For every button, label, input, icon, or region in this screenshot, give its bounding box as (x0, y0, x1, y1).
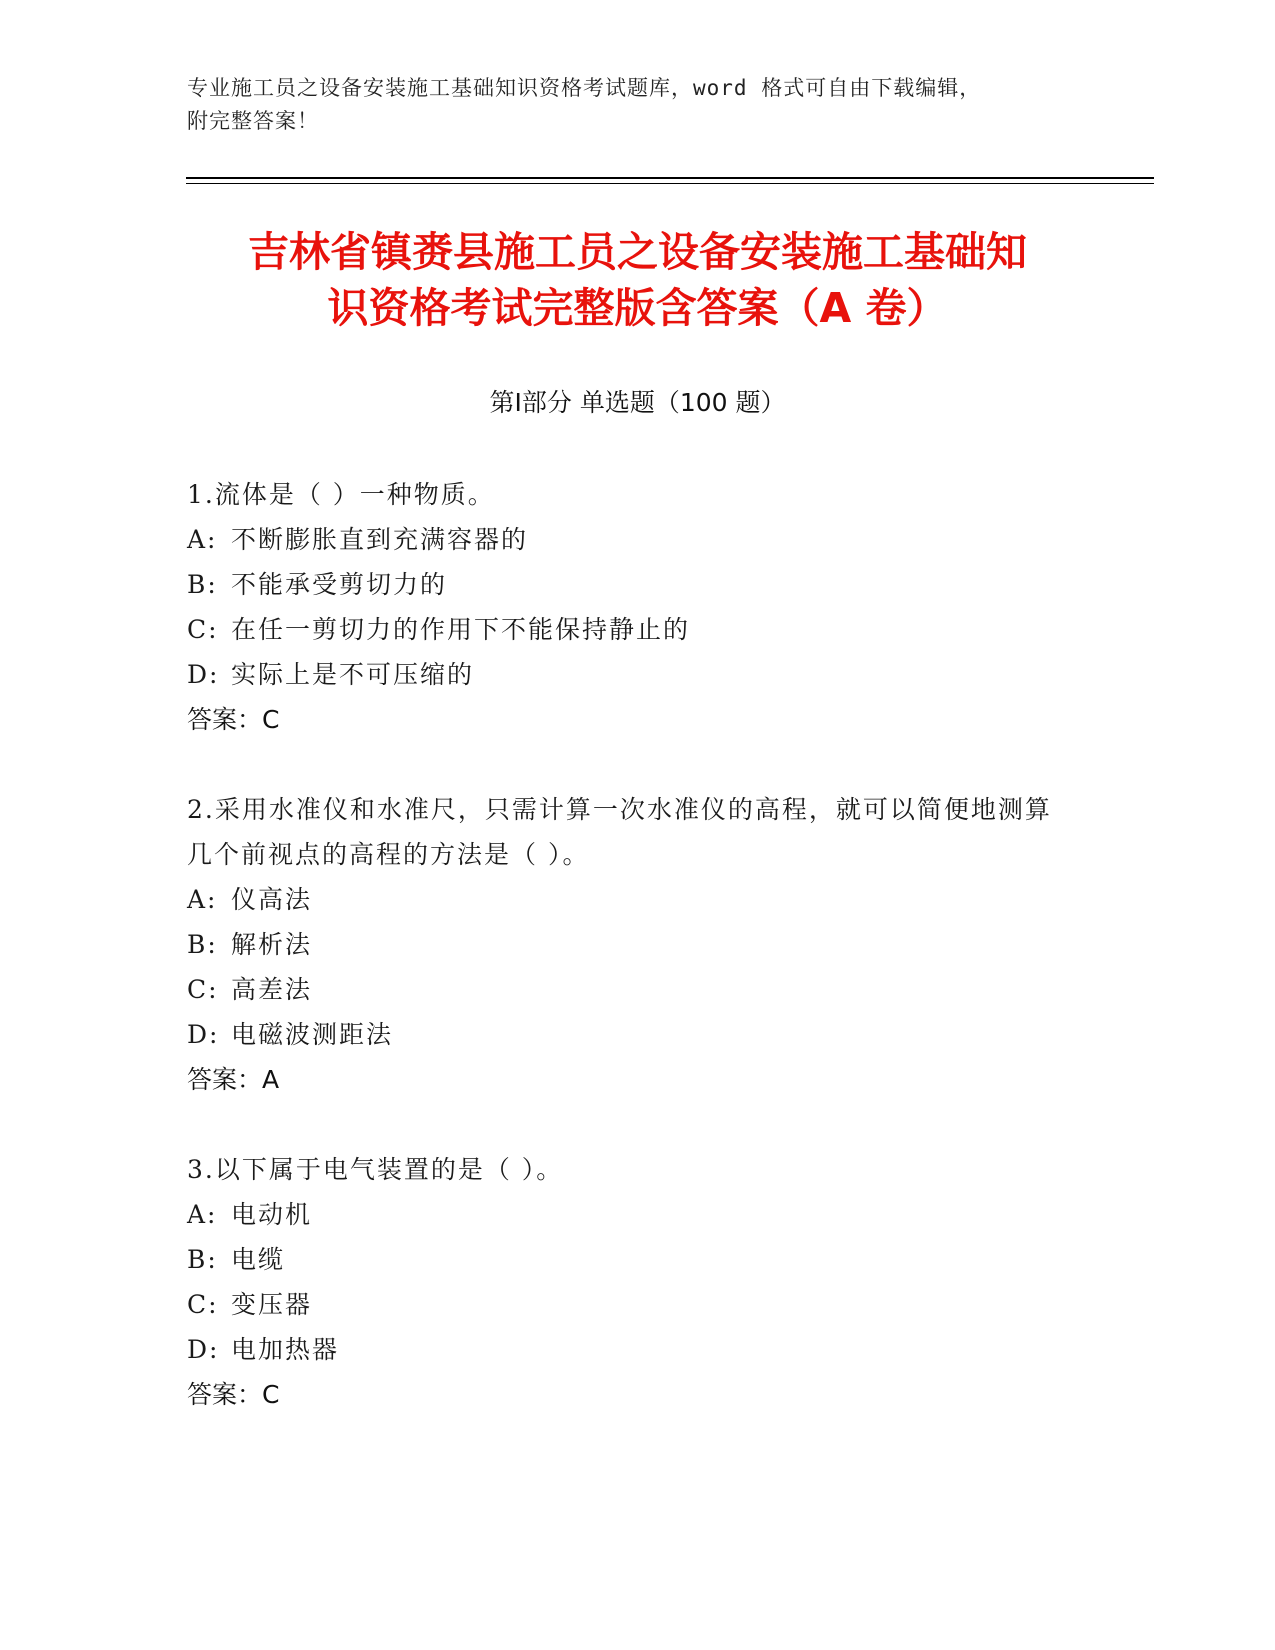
option-text: 电缆 (231, 1245, 286, 1274)
option-text: 电动机 (231, 1200, 313, 1229)
header-divider-bottom (186, 183, 1154, 184)
question-3 (187, 1147, 1087, 1417)
document-title (150, 224, 1125, 336)
answer: 答案：A (187, 1065, 280, 1094)
option-b (187, 1237, 1087, 1282)
option-letter: C: (187, 1290, 219, 1319)
question-2 (187, 787, 1087, 1102)
question-stem: 3.以下属于电气装置的是（ ）。 (187, 1155, 564, 1184)
option-a (187, 877, 1087, 922)
option-letter: C: (187, 615, 219, 644)
option-d (187, 1012, 1087, 1057)
header-note (187, 72, 1087, 138)
option-text: 仪高法 (231, 885, 313, 914)
option-letter: A: (187, 525, 218, 554)
option-letter: A: (187, 885, 218, 914)
option-letter: D: (187, 1020, 220, 1049)
option-text: 不断膨胀直到充满容器的 (231, 525, 529, 554)
option-b (187, 922, 1087, 967)
option-letter: B: (187, 930, 218, 959)
option-letter: D: (187, 660, 220, 689)
option-text: 实际上是不可压缩的 (231, 660, 475, 689)
option-text: 解析法 (231, 930, 313, 959)
option-letter: D: (187, 1335, 220, 1364)
question-1 (187, 472, 1087, 742)
question-stem: 1.流体是（ ）一种物质。 (187, 480, 495, 509)
option-text: 在任一剪切力的作用下不能保持静止的 (231, 615, 691, 644)
option-letter: A: (187, 1200, 218, 1229)
option-b (187, 562, 1087, 607)
option-c (187, 607, 1087, 652)
header-note-line-2: 附完整答案！ (187, 109, 319, 133)
section-title: 第Ⅰ部分 单选题（100 题） (489, 388, 786, 417)
answer: 答案：C (187, 1380, 280, 1409)
question-list (187, 472, 1087, 1462)
option-c (187, 967, 1087, 1012)
option-text: 电磁波测距法 (231, 1020, 394, 1049)
option-a (187, 517, 1087, 562)
option-text: 变压器 (231, 1290, 313, 1319)
option-letter: B: (187, 570, 218, 599)
option-letter: C: (187, 975, 219, 1004)
question-stem: 2.采用水准仪和水准尺，只需计算一次水准仪的高程，就可以简便地测算几个前视点的高程的方法是（ ）。 (187, 795, 1052, 869)
option-text: 不能承受剪切力的 (231, 570, 448, 599)
document-title-line-1: 吉林省镇赉县施工员之设备安装施工基础知 (248, 228, 1027, 276)
option-c (187, 1282, 1087, 1327)
option-d (187, 1327, 1087, 1372)
option-text: 高差法 (231, 975, 313, 1004)
header-note-line-1: 专业施工员之设备安装施工基础知识资格考试题库，word 格式可自由下载编辑， (187, 76, 982, 100)
option-a (187, 1192, 1087, 1237)
answer: 答案：C (187, 705, 280, 734)
option-text: 电加热器 (231, 1335, 340, 1364)
header-divider-top (186, 177, 1154, 179)
option-d (187, 652, 1087, 697)
option-letter: B: (187, 1245, 218, 1274)
document-title-line-2: 识资格考试完整版含答案（A 卷） (327, 284, 948, 332)
